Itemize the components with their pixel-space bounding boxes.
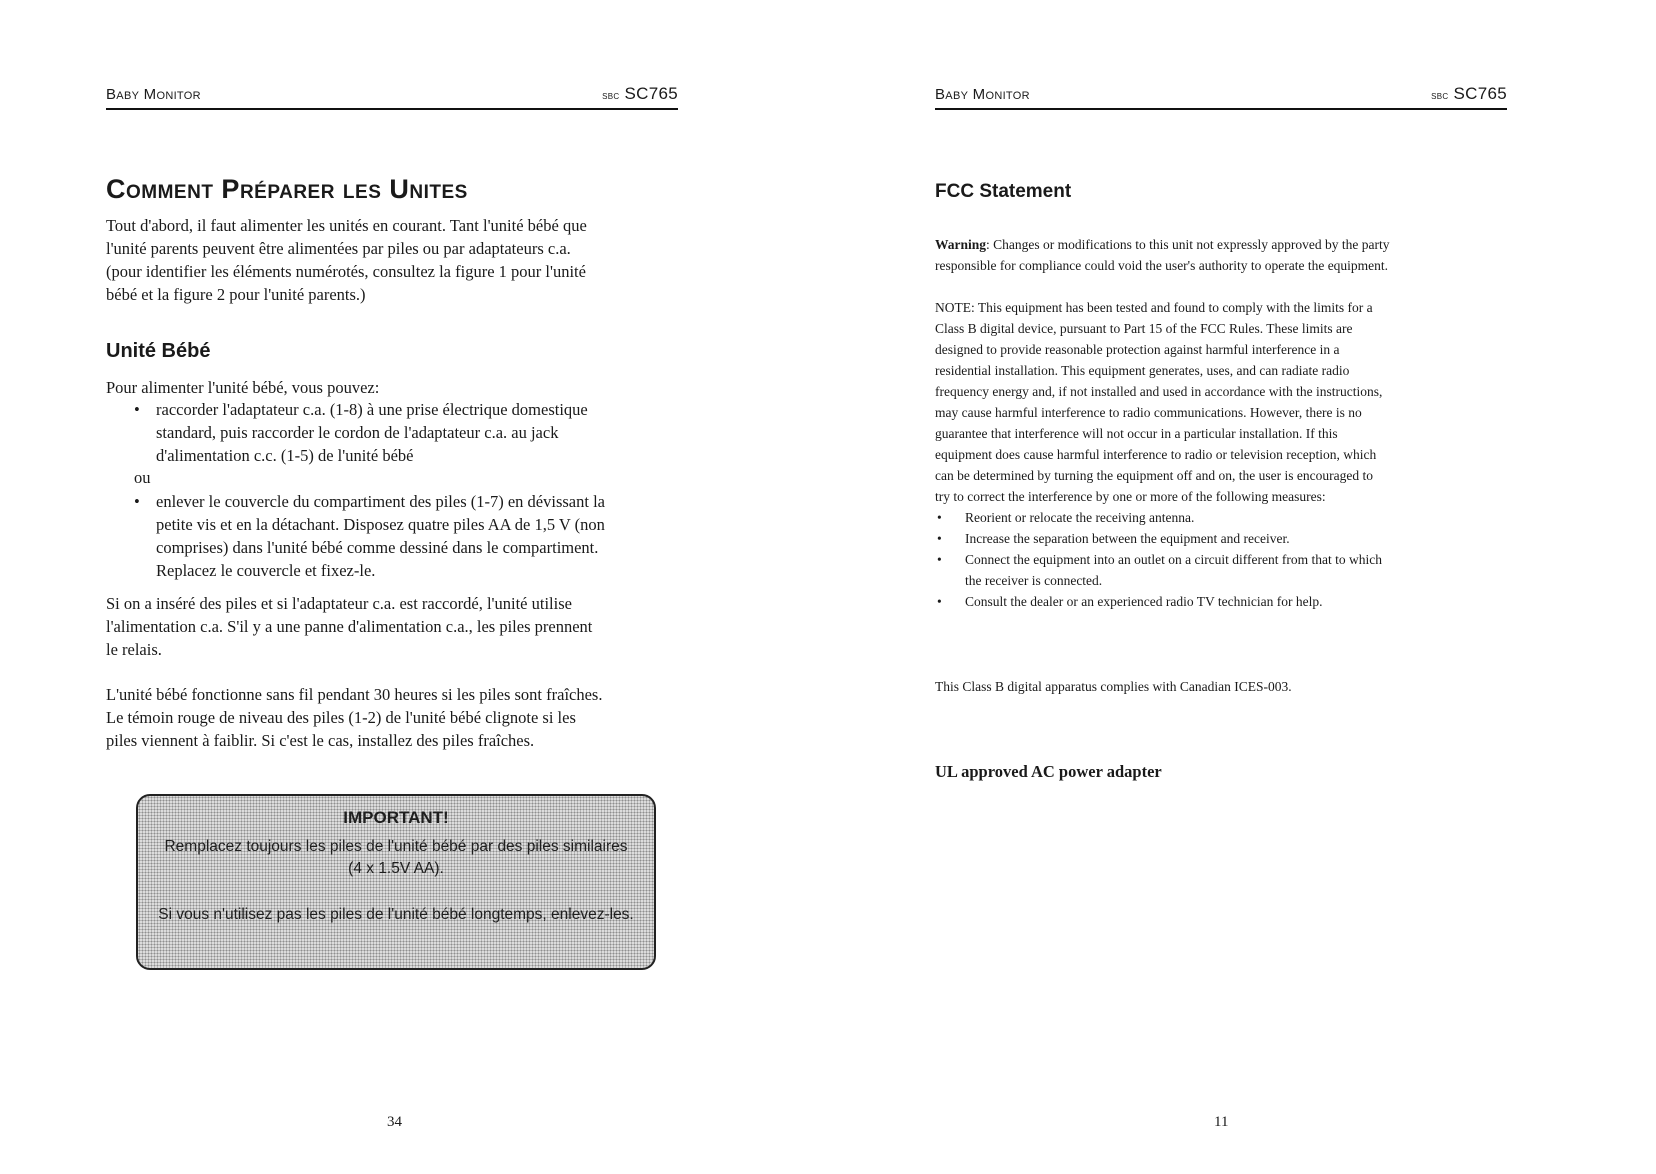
header-model [602,84,678,104]
important-line: Si vous n'utilisez pas les piles de l'unité bébé longtemps, enlevez-les. [158,906,634,923]
paragraph-line: Si on a inséré des piles et si l'adaptateur c.a. est raccordé, l'unité utilise [106,594,572,613]
list-line: comprises) dans l'unité bébé comme dessiné dans le compartiment. [156,538,599,557]
list-item [935,591,1382,612]
page-header [935,86,1507,110]
list-item [134,490,605,582]
note-line: can be determined by turning the equipment off and on, the user is encouraged to [935,468,1373,483]
list-line: Replacez le couvercle et fixez-le. [156,561,376,580]
bullet-icon: • [134,492,140,511]
list-line: raccorder l'adaptateur c.a. (1-8) à une prise électrique domestique [156,400,588,419]
list-line: enlever le couvercle du compartiment des piles (1-7) en dévissant la [156,492,605,511]
or-text: ou [134,468,151,487]
right-page [828,0,1656,1174]
paragraph-line: piles viennent à faiblir. Si c'est le cas, installez des piles fraîches. [106,731,535,750]
paragraph-line: L'unité bébé fonctionne sans fil pendant 30 heures si les piles sont fraîches. [106,685,603,704]
list-line: Connect the equipment into an outlet on a circuit different from that to which [965,552,1383,567]
hours-paragraph [106,683,602,752]
intro-line: Tout d'abord, il faut alimenter les unités en courant. Tant l'unité bébé que [106,216,587,235]
page-number: 11 [1214,1114,1229,1130]
important-line: Remplacez toujours les piles de l'unité bébé par des piles similaires [164,838,628,855]
note-line: frequency energy and, if not installed and used in accordance with the instructions, [935,384,1383,399]
header-model-prefix: sbc [602,88,620,102]
note-line: NOTE: This equipment has been tested and found to comply with the limits for a [935,300,1373,315]
header-model [1431,84,1507,104]
warning-text: : Changes or modifications to this unit not expressly approved by the party [986,237,1390,252]
header-model-number: SC765 [1453,84,1507,103]
paragraph-line: l'alimentation c.a. S'il y a une panne d'alimentation c.a., les piles prennent [106,617,593,636]
header-brand: Baby Monitor [935,86,1030,103]
list-line: the receiver is connected. [965,573,1103,588]
note-paragraph [935,297,1382,507]
list-line: d'alimentation c.c. (1-5) de l'unité bébé [156,446,414,465]
list-line: Increase the separation between the equipment and receiver. [965,531,1290,546]
note-line: designed to provide reasonable protection against harmful interference in a [935,342,1340,357]
page-header [106,86,678,110]
intro-line: l'unité parents peuvent être alimentées par piles ou par adaptateurs c.a. [106,239,571,258]
warning-paragraph [935,234,1389,276]
page-number: 34 [387,1114,402,1130]
note-line: equipment does cause harmful interference to radio or television reception, which [935,447,1377,462]
bullet-icon: • [937,531,942,546]
list-line: Reorient or relocate the receiving antenna. [965,510,1195,525]
bullet-icon: • [937,594,942,609]
bullet-icon: • [937,510,942,525]
bullet-icon: • [937,552,942,567]
paragraph-line: le relais. [106,640,162,659]
important-line: (4 x 1.5V AA). [348,860,444,877]
warning-label: Warning [935,237,987,252]
list-line: standard, puis raccorder le cordon de l'adaptateur c.a. au jack [156,423,559,442]
fcc-title: FCC Statement [935,181,1072,202]
list-item [935,528,1382,549]
note-line: try to correct the interference by one or more of the following measures: [935,489,1326,504]
header-model-number: SC765 [624,84,678,103]
lead-text: Pour alimenter l'unité bébé, vous pouvez: [106,378,380,397]
paragraph-line: Le témoin rouge de niveau des piles (1-2) de l'unité bébé clignote si les [106,708,576,727]
intro-line: (pour identifier les éléments numérotés, consultez la figure 1 pour l'unité [106,262,586,281]
header-model-prefix: sbc [1431,88,1449,102]
intro-line: bébé et la figure 2 pour l'unité parents.) [106,285,366,304]
measures-list [935,507,1382,612]
list-item [935,507,1382,528]
note-line: Class B digital device, pursuant to Part 15 of the FCC Rules. These limits are [935,321,1353,336]
note-line: may cause harmful interference to radio communications. However, there is no [935,405,1362,420]
list-item [134,398,588,467]
list-line: petite vis et en la détachant. Disposez quatre piles AA de 1,5 V (non [156,515,605,534]
important-title: IMPORTANT! [343,808,449,827]
section-title: Unité Bébé [106,340,211,362]
list-line: Consult the dealer or an experienced radio TV technician for help. [965,594,1323,609]
intro-paragraph [106,214,587,306]
ul-adapter-title: UL approved AC power adapter [935,762,1162,781]
note-line: guarantee that interference will not occur in a particular installation. If this [935,426,1338,441]
canada-statement: This Class B digital apparatus complies with Canadian ICES-003. [935,679,1292,694]
page-title: Comment Préparer les Unites [106,174,468,204]
list-item [935,549,1382,570]
warning-text: responsible for compliance could void the user's authority to operate the equipment. [935,258,1389,273]
header-brand: Baby Monitor [106,86,201,103]
bullet-icon: • [134,400,140,419]
relay-paragraph [106,592,592,661]
important-text [138,836,654,880]
note-line: residential installation. This equipment generates, uses, and can radiate radio [935,363,1350,378]
important-box [136,794,656,970]
